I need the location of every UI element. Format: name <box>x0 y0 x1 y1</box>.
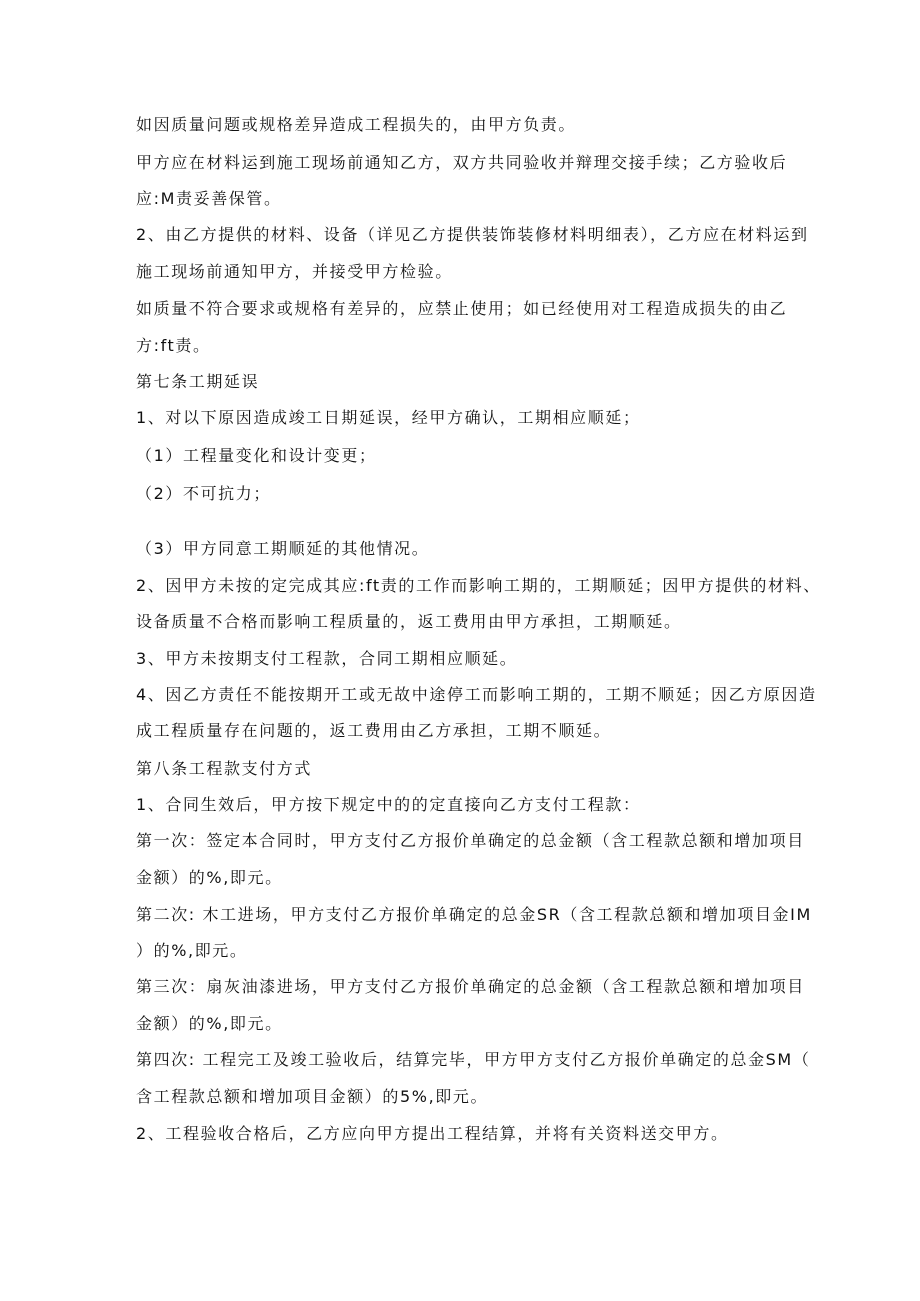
text-line: 1、合同生效后，甲方按下规定中的的定直接向乙方支付工程款： <box>136 795 641 814</box>
text-line: 如质量不符合要求或规格有差异的，应禁止使用；如已经使用对工程造成损失的由乙 <box>136 299 788 318</box>
text-line: 第二次: 木工进场，甲方支付乙方报价单确定的总金SR（含工程款总额和增加项目金IM <box>136 905 812 924</box>
text-line: 1、对以下原因造成竣工日期延误，经甲方确认，工期相应顺延； <box>136 408 641 427</box>
text-line: 第四次: 工程完工及竣工验收后，结算完毕，甲方甲方支付乙方报价单确定的总金SM（ <box>136 1050 811 1069</box>
text-line: （3）甲方同意工期顺延的其他情况。 <box>136 539 430 558</box>
text-line: 含工程款总额和增加项目金额）的5%,即元。 <box>136 1087 489 1106</box>
section-heading: 第七条工期延误 <box>136 372 260 391</box>
text-line: 第三次：扇灰油漆进场，甲方支付乙方报价单确定的总金额（含工程款总额和增加项目 <box>136 977 805 996</box>
text-line: 应:M责妥善保管。 <box>136 189 282 208</box>
text-line: 2、由乙方提供的材料、设备（详见乙方提供装饰装修材料明细表），乙方应在材料运到 <box>136 225 809 244</box>
text-line: 金额）的%,即元。 <box>136 1014 283 1033</box>
text-line: 如因质量问题或规格差异造成工程损失的，由甲方负责。 <box>136 115 577 134</box>
text-line: 2、因甲方未按的定完成其应:ft责的工作而影响工期的，工期顺延；因甲方提供的材料、 <box>136 576 821 595</box>
text-line: （2）不可抗力； <box>136 484 271 503</box>
text-line: 3、甲方未按期支付工程款，合同工期相应顺延。 <box>136 649 518 668</box>
text-line: （1）工程量变化和设计变更； <box>136 446 377 465</box>
text-line: 第一次：签定本合同时，甲方支付乙方报价单确定的总金额（含工程款总额和增加项目 <box>136 831 805 850</box>
text-line: 4、因乙方责任不能按期开工或无故中途停工而影响工期的，工期不顺延；因乙方原因造 <box>136 685 817 704</box>
section-heading: 第八条工程款支付方式 <box>136 759 313 778</box>
text-line: 金额）的%,即元。 <box>136 868 283 887</box>
text-line: 2、工程验收合格后，乙方应向甲方提出工程结算，并将有关资料送交甲方。 <box>136 1124 729 1143</box>
text-line: 方:ft责。 <box>136 336 211 355</box>
text-line: 甲方应在材料运到施工现场前通知乙方，双方共同验收并辩理交接手续；乙方验收后 <box>136 153 788 172</box>
text-line: ）的%,即元。 <box>136 941 248 960</box>
text-line: 施工现场前通知甲方，并接受甲方检验。 <box>136 262 453 281</box>
text-line: 设备质量不合格而影响工程质量的，返工费用由甲方承担，工期顺延。 <box>136 612 682 631</box>
text-line: 成工程质量存在问题的，返工费用由乙方承担，工期不顺延。 <box>136 721 612 740</box>
